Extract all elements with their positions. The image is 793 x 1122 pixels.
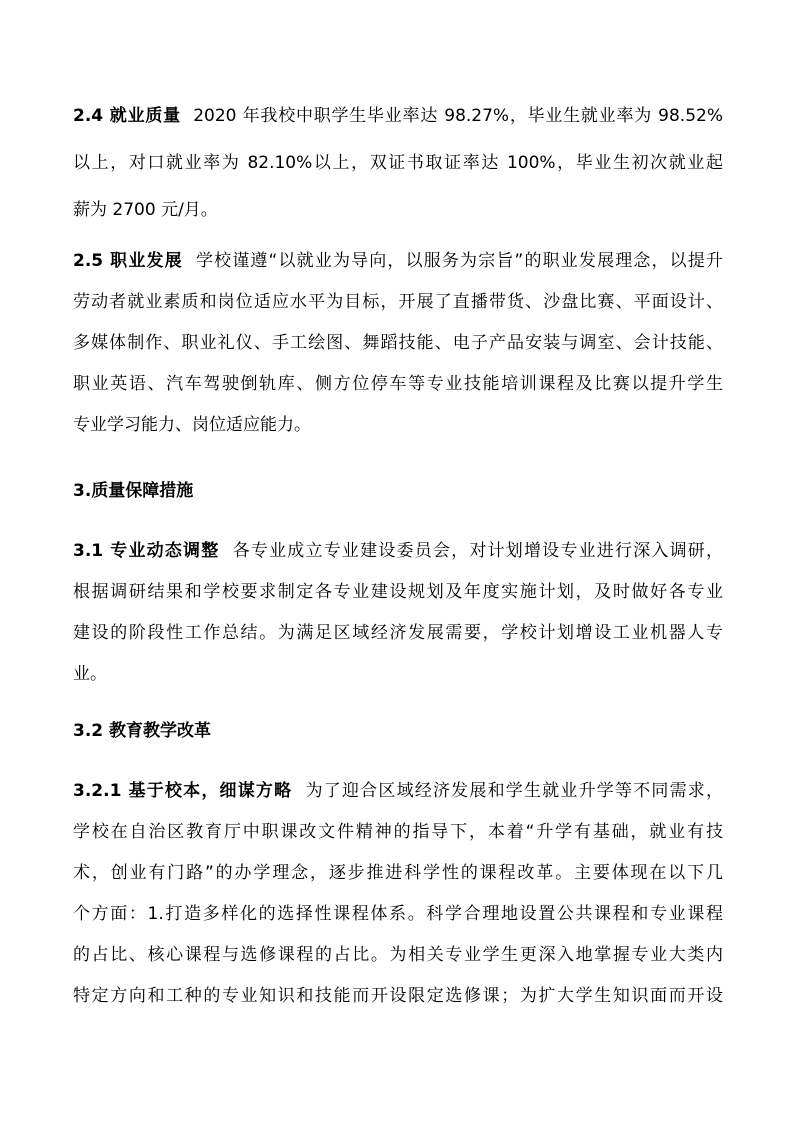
paragraph-line: 以上，对口就业率为 82.10%以上，双证书取证率达 100%，毕业生初次就业起 xyxy=(73,153,723,173)
paragraph-line: 劳动者就业素质和岗位适应水平为目标，开展了直播带货、沙盘比赛、平面设计、 xyxy=(73,292,723,312)
paragraph-line: 专业学习能力、岗位适应能力。 xyxy=(73,415,311,435)
paragraph-employment-quality xyxy=(73,106,723,247)
section-heading-2-5: 2.5 职业发展 xyxy=(73,251,183,271)
paragraph-line xyxy=(73,106,723,126)
paragraph-line xyxy=(73,541,723,561)
paragraph-text: 学校谨遵“以就业为导向，以服务为宗旨”的职业发展理念，以提升 xyxy=(195,251,723,271)
paragraph-line: 建设的阶段性工作总结。为满足区域经济发展需要，学校计划增设工业机器人专 xyxy=(73,623,723,643)
paragraph-line: 业。 xyxy=(73,664,107,684)
paragraph-text: 2020 年我校中职学生毕业率达 98.27%，毕业生就业率为 98.52% xyxy=(193,106,723,126)
paragraph-curriculum-reform xyxy=(73,781,723,1027)
paragraph-text: 为了迎合区域经济发展和学生就业升学等不同需求， xyxy=(305,781,723,801)
paragraph-line xyxy=(73,781,723,801)
paragraph-line: 特定方向和工种的专业知识和技能而开设限定选修课；为扩大学生知识面而开设 xyxy=(73,986,723,1006)
paragraph-line: 根据调研结果和学校要求制定各专业建设规划及年度实施计划，及时做好各专业 xyxy=(73,582,723,602)
paragraph-program-adjustment xyxy=(73,541,723,705)
paragraph-line: 的占比、核心课程与选修课程的占比。为相关专业学生更深入地掌握专业大类内 xyxy=(73,945,723,965)
section-heading-3-1: 3.1 专业动态调整 xyxy=(73,541,220,561)
section-heading-2-4: 2.4 就业质量 xyxy=(73,106,181,126)
section-heading-3: 3.质量保障措施 xyxy=(73,481,194,501)
paragraph-career-development xyxy=(73,251,723,456)
paragraph-line xyxy=(73,251,723,271)
paragraph-line: 学校在自治区教育厅中职课改文件精神的指导下，本着“升学有基础，就业有技 xyxy=(73,822,723,842)
paragraph-line: 职业英语、汽车驾驶倒轨库、侧方位停车等专业技能培训课程及比赛以提升学生 xyxy=(73,374,723,394)
paragraph-line: 个方面：1.打造多样化的选择性课程体系。科学合理地设置公共课程和专业课程 xyxy=(73,904,723,924)
section-heading-3-2-1: 3.2.1 基于校本，细谋方略 xyxy=(73,781,293,801)
section-heading-3-2: 3.2 教育教学改革 xyxy=(73,721,212,741)
paragraph-text: 各专业成立专业建设委员会，对计划增设专业进行深入调研， xyxy=(232,541,723,561)
paragraph-line: 多媒体制作、职业礼仪、手工绘图、舞蹈技能、电子产品安装与调室、会计技能、 xyxy=(73,333,723,353)
paragraph-line: 薪为 2700 元/月。 xyxy=(73,200,218,220)
paragraph-line: 术，创业有门路”的办学理念，逐步推进科学性的课程改革。主要体现在以下几 xyxy=(73,863,723,883)
